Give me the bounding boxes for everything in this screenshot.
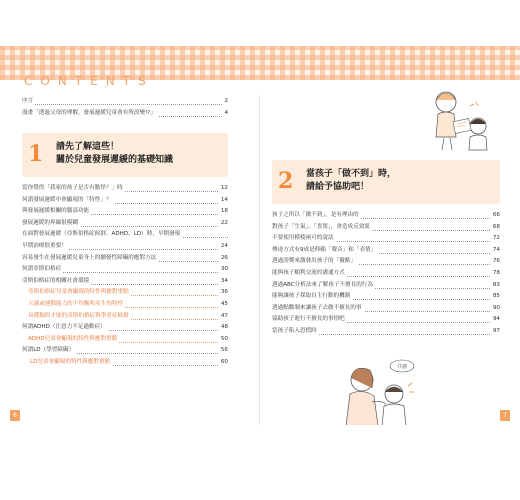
toc-entry-title: 不要使用模棱兩可的說法 [272,233,336,244]
toc-entry-title: 何謂亞斯伯格症 [22,264,63,275]
toc-entry[interactable] [22,334,228,346]
toc-entry-page: 45 [219,299,228,310]
toc-entry[interactable] [272,314,500,326]
toc-entry-title: 何謂發展遲緩中會顯現的「特性」？ [22,195,114,206]
toc-entry[interactable] [22,218,228,230]
toc-entry[interactable] [272,222,500,234]
page-gutter [259,95,260,425]
toc-entry-title: 孩子之所以「做不到」，是有理由的 [272,210,361,221]
toc-entry[interactable] [22,229,228,241]
toc-entry-title: 亞斯伯格症兒童會顯現的特性與應對重點 [22,287,131,298]
toc-entry-title: 能夠讓孩子採取自主行動的機制 [272,291,352,302]
toc-entry-page: 94 [491,314,500,325]
chapter-2-heading [272,160,500,204]
toc-entry-page: 83 [491,280,500,291]
toc-entry-title: 早期治療很重要！ [22,241,69,252]
toc-entry-title: 發展遲緩的界線很模糊 [22,218,80,229]
toc-entry-title: 當你覺得「我家的孩子是否有點怪？」時 [22,183,125,194]
toc-entry-title: ADHD兒童會顯現的特性與應對重點 [22,334,119,345]
toc-chapter-2 [272,210,500,338]
page-footer [0,425,520,500]
toc-entry-page: 14 [219,195,228,206]
toc-entry[interactable] [22,311,228,323]
toc-entry-page: 18 [219,206,228,217]
toc-entry-page: 30 [219,264,228,275]
toc-entry[interactable] [22,287,228,299]
toc-entry-title: 透過點數制來讓孩子去做不擅長的事 [272,303,364,314]
toc-entry[interactable] [22,264,228,276]
toc-entry-title: 在面對發展遲緩（亞斯伯格症候群、ADHD、LD）時，早期發現 [22,229,182,240]
toc-entry[interactable] [272,256,500,268]
toc-entry-page: 22 [219,218,228,229]
toc-entry-title: 對孩子「生氣」、「責罵」，會造成反效果 [272,222,372,233]
toc-entry[interactable] [22,183,228,195]
toc-entry[interactable] [272,210,500,222]
toc-entry-page: 72 [491,233,500,244]
toc-chapter-1 [22,183,228,369]
toc-intro [22,96,228,119]
toc-entry[interactable] [272,233,500,245]
toc-entry-title: 何謂ADHD（注意力不足過動症） [22,322,108,333]
toc-entry-page: 68 [491,222,500,233]
chapter-title: 當孩子「做不到」時， 請給予協助吧！ [306,169,397,192]
toc-entry-page: 85 [491,291,500,302]
page-number-right: 7 [500,410,510,421]
toc-entry-page: 47 [219,311,228,322]
toc-entry-title: 五感或運動能力的不均衡所產生的特性 [22,299,125,310]
toc-entry[interactable] [272,303,500,315]
toc-entry-title: 透過誇獎來激發出孩子的「優點」 [272,256,358,267]
toc-entry[interactable] [272,326,500,338]
toc-entry-title: 傳達方式有9成是仰賴「聲音」和「表情」 [272,245,378,256]
toc-entry-page: 74 [491,245,500,256]
toc-entry-page: 76 [491,256,500,267]
page-number-left: 6 [10,410,20,421]
toc-entry-page: 36 [219,287,228,298]
chapter-number: 2 [278,168,294,194]
chapter-number: 1 [28,141,44,167]
toc-entry-title: 容易發生在發展遲緩兒童身上的續發性障礙的應對方法 [22,253,158,264]
toc-entry-title: 亞斯伯格症的相關社會環境 [22,276,91,287]
toc-entry[interactable] [22,241,228,253]
toc-entry-title: LD兒童會顯現的特性與應對重點 [22,357,112,368]
toc-entry[interactable] [272,280,500,292]
toc-entry-page: 90 [491,303,500,314]
toc-entry[interactable] [22,345,228,357]
family-illustration [424,82,498,154]
contents-heading: CONTENTS [24,74,154,88]
toc-entry-page: 78 [491,268,500,279]
toc-entry-page: 24 [219,241,228,252]
toc-entry[interactable] [272,245,500,257]
page-header [0,0,520,90]
speech-bubble-text: 共感 [396,364,408,370]
toc-entry-page: 12 [219,183,228,194]
toc-entry-title: 何謂LD（學習障礙） [22,345,76,356]
toc-entry-title: 透過ABC分析法來了解孩子不擅長的行為 [272,280,375,291]
caregiver-child-illustration [336,358,426,428]
toc-entry-title: 協助孩子進行不擅長的事情吧 [272,314,347,325]
toc-entry-page: 56 [219,345,228,356]
toc-entry-page: 26 [219,253,228,264]
toc-entry-page: 60 [219,357,228,368]
chapter-title: 請先了解這些！ 關於兒童發展遲緩的基礎知識 [56,142,174,165]
toc-entry-title: 具備類似才能的亞斯伯格症與學者症候群 [22,311,131,322]
toc-entry[interactable]: 漫畫「透過父母的理解，發展遲緩兒童會有所改變!?」 4 [22,108,228,120]
toc-entry-title: 能與孩子順利交流的溝通方式 [272,268,347,279]
toc-entry[interactable] [272,268,500,280]
toc-entry[interactable] [22,195,228,207]
toc-entry-page: 48 [219,322,228,333]
toc-entry-page: 34 [219,276,228,287]
toc-entry-page: 97 [491,326,500,337]
toc-entry[interactable] [22,253,228,265]
toc-entry[interactable] [22,357,228,369]
toc-entry[interactable] [22,299,228,311]
toc-entry[interactable]: 序言 2 [22,96,228,108]
toc-entry-title: 當孩子陷入恐慌時 [272,326,319,337]
chapter-1-heading [22,133,228,177]
toc-entry-page: 50 [219,334,228,345]
toc-entry[interactable] [272,291,500,303]
toc-entry[interactable] [22,276,228,288]
toc-entry-page: 66 [491,210,500,221]
toc-entry[interactable] [22,322,228,334]
toc-entry-title: 與發展遲緩相關的腦部功能 [22,206,91,217]
toc-entry[interactable] [22,206,228,218]
